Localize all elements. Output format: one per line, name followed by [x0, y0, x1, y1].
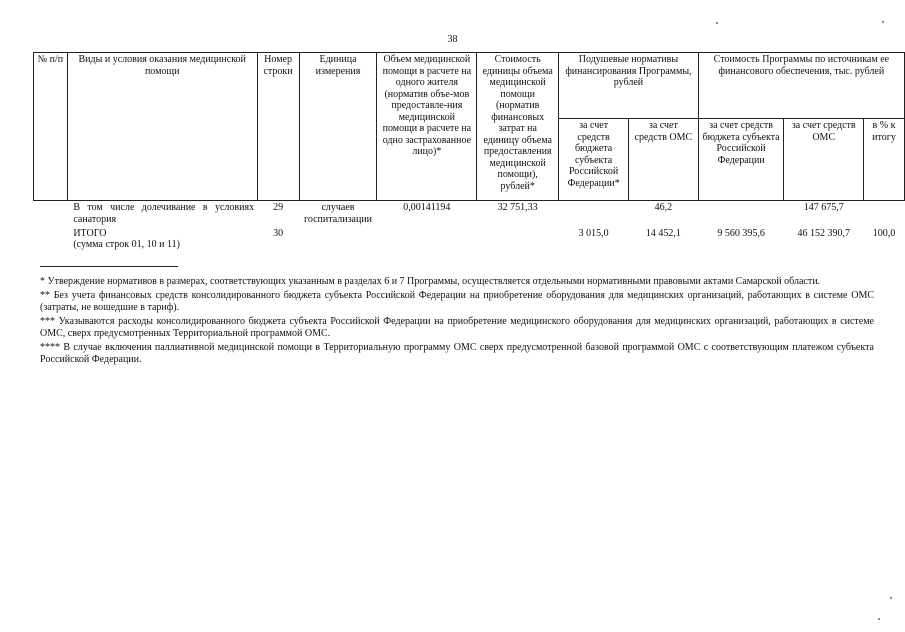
row-cost-oms: 46 152 390,7 [797, 227, 850, 239]
row-volume [377, 227, 477, 253]
program-cost-table [33, 52, 905, 253]
row-pct [864, 201, 905, 227]
row-name [67, 227, 257, 253]
header-num: № п/п [34, 53, 68, 201]
scan-speck [716, 22, 718, 24]
row-cost-budget [698, 201, 784, 227]
footnote-4: **** В случае включения паллиативной медицинской помощи в Территориальную программу ОМС сверх предусмотренной базовой программой ОМС с соответствующим платежом субъекта Российской Федерации. [40, 341, 874, 365]
header-kinds: Виды и условия оказания медицинской помощи [67, 53, 257, 201]
footnotes [40, 276, 874, 368]
footnote-1: * Утверждение нормативов в размерах, соответствующих указанным в разделах 6 и 7 Программы, осуществляется отдельными нормативными правовыми актами Самарской области. [40, 276, 821, 287]
header-row-no: Номер строки [257, 53, 299, 201]
header-per-capita-budget: за счет средств бюджета субъекта Российской Федерации* [559, 119, 629, 201]
footnote-separator [40, 266, 178, 267]
footnote-2: ** Без учета финансовых средств консолидированного бюджета субъекта Российской Федерации на приобретение оборудования для медицинских организаций, работающих в системе ОМС (затраты, не вошедшие в тариф). [40, 289, 874, 313]
page-number: 38 [447, 34, 458, 45]
row-pc-budget [559, 201, 629, 227]
row-pc-budget: 3 015,0 [578, 227, 609, 239]
total-sublabel: (сумма строк 01, 10 и 11) [73, 239, 180, 250]
row-number: 30 [273, 227, 284, 239]
row-pc-oms: 14 452,1 [645, 227, 681, 239]
table-row [34, 201, 905, 227]
row-volume: 0,00141194 [403, 202, 451, 213]
footnote-3: *** Указываются расходы консолидированного бюджета субъекта Российской Федерации на приобретение медицинского оборудования для медицинских организаций, работающих в системе ОМС, сверх предусмотренных Территориальной программой ОМС. [40, 315, 874, 339]
row-number: 29 [273, 202, 284, 213]
header-cost-pct: в % к итогу [864, 119, 905, 201]
header-per-capita-oms: за счет средств ОМС [629, 119, 699, 201]
header-cost-budget: за счет средств бюджета субъекта Российской Федерации [698, 119, 784, 201]
row-name: В том числе долечивание в условиях санатория [73, 202, 255, 225]
row-cost-unit: 32 751,33 [497, 202, 538, 213]
scan-speck [882, 21, 884, 23]
header-unit: Единица измерения [299, 53, 377, 201]
row-unit: случаев госпитализации [303, 202, 373, 225]
total-label: ИТОГО [73, 227, 107, 239]
scan-speck [890, 597, 892, 599]
row-unit [299, 227, 377, 253]
row-pct: 100,0 [872, 227, 896, 239]
header-cost-unit: Стоимость единицы объема медицинской помощи (норматив финансовых затрат на единицу объема предоставления медицинской помощи), рублей* [477, 53, 559, 201]
header-cost-oms: за счет средств ОМС [784, 119, 864, 201]
header-per-capita: Подушевые нормативы финансирования Программы, рублей [559, 53, 699, 119]
row-cost-unit [477, 227, 559, 253]
row-cost-budget: 9 560 395,6 [717, 227, 765, 239]
scan-speck [878, 618, 880, 620]
header-volume: Объем медицинской помощи в расчете на одного жителя (норматив объе-мов предоставле-ния медицинской помощи в расчете на одно застрахованное лицо)* [377, 53, 477, 201]
table-row [34, 227, 905, 253]
header-program-cost: Стоимость Программы по источникам ее финансового обеспечения, тыс. рублей [698, 53, 904, 119]
row-pc-oms: 46,2 [654, 202, 673, 213]
row-cost-oms: 147 675,7 [803, 202, 844, 213]
